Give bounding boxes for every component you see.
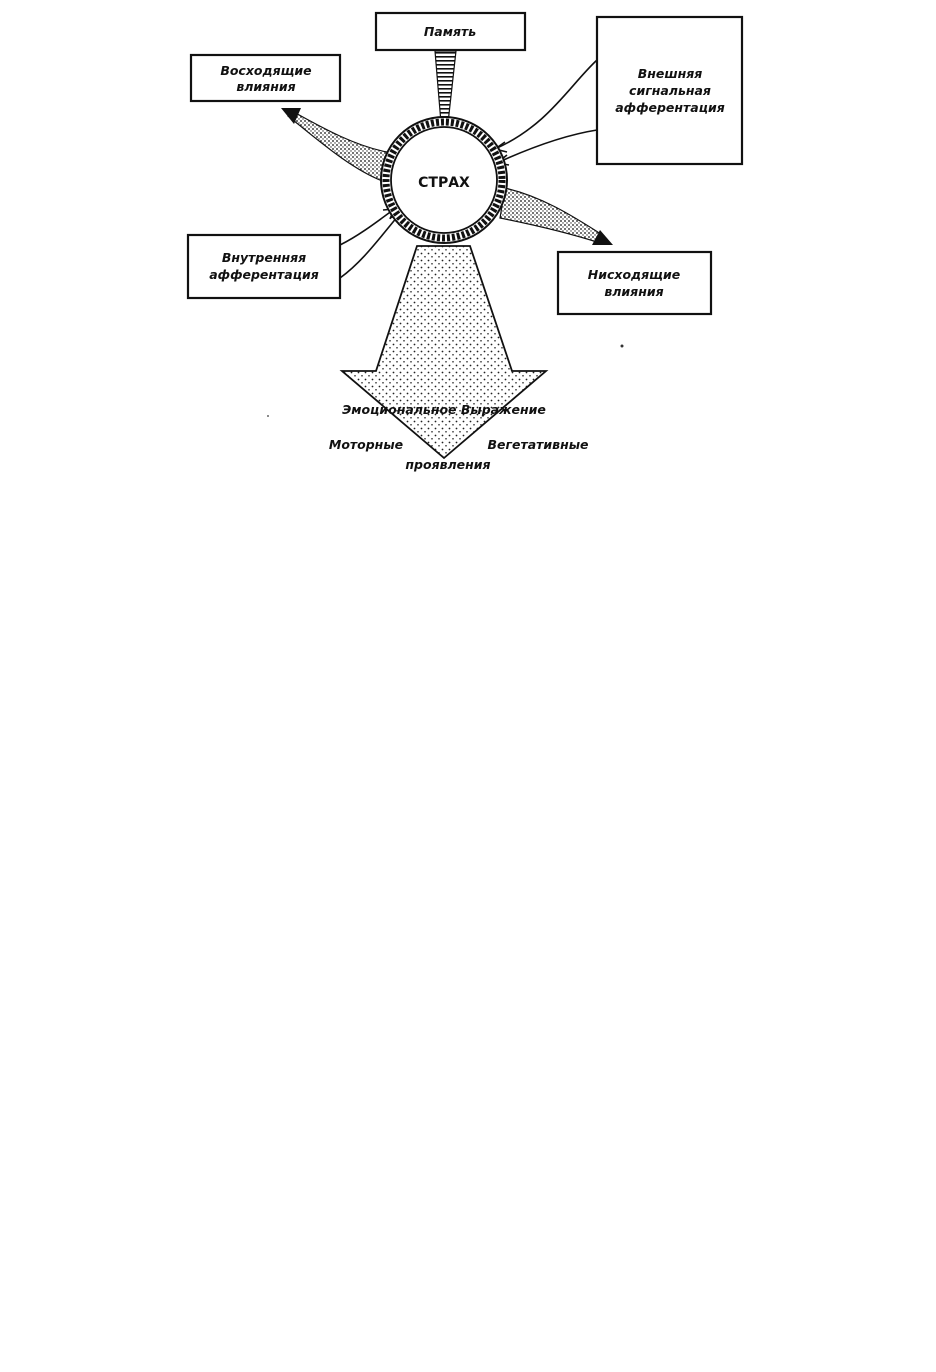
descending-label-line2: влияния: [604, 284, 664, 299]
ascending-wedge: [288, 111, 387, 182]
speck-mark: [267, 415, 269, 417]
expression-label: Эмоциональное Выражение: [342, 402, 546, 417]
descending-box: [558, 252, 711, 314]
vegetative-label: Вегетативные: [487, 437, 589, 452]
internal-arrow-1: [340, 210, 393, 245]
internal-arrow-2: [340, 216, 398, 278]
center-label: СТРАХ: [418, 175, 470, 191]
ascending-label-line1: Восходящие: [220, 63, 312, 78]
ascending-label-line2: влияния: [236, 79, 296, 94]
external-label-line1: Внешняя: [637, 66, 703, 81]
memory-label: Память: [423, 24, 477, 39]
motor-label: Моторные: [328, 437, 404, 452]
external-label-line2: сигнальная: [629, 83, 711, 98]
descending-wedge: [500, 188, 604, 243]
internal-label-line2: афферентация: [209, 267, 319, 282]
external-label-line3: афферентация: [615, 100, 725, 115]
manifestations-label: проявления: [405, 457, 491, 472]
external-arrow-1: [497, 60, 597, 148]
expression-arrow: [342, 246, 546, 458]
internal-label-line1: Внутренняя: [221, 250, 307, 265]
ascending-box: [191, 55, 340, 101]
descending-label-line1: Нисходящие: [587, 267, 681, 282]
external-arrow-2: [499, 130, 597, 162]
speck-mark: [621, 345, 624, 348]
